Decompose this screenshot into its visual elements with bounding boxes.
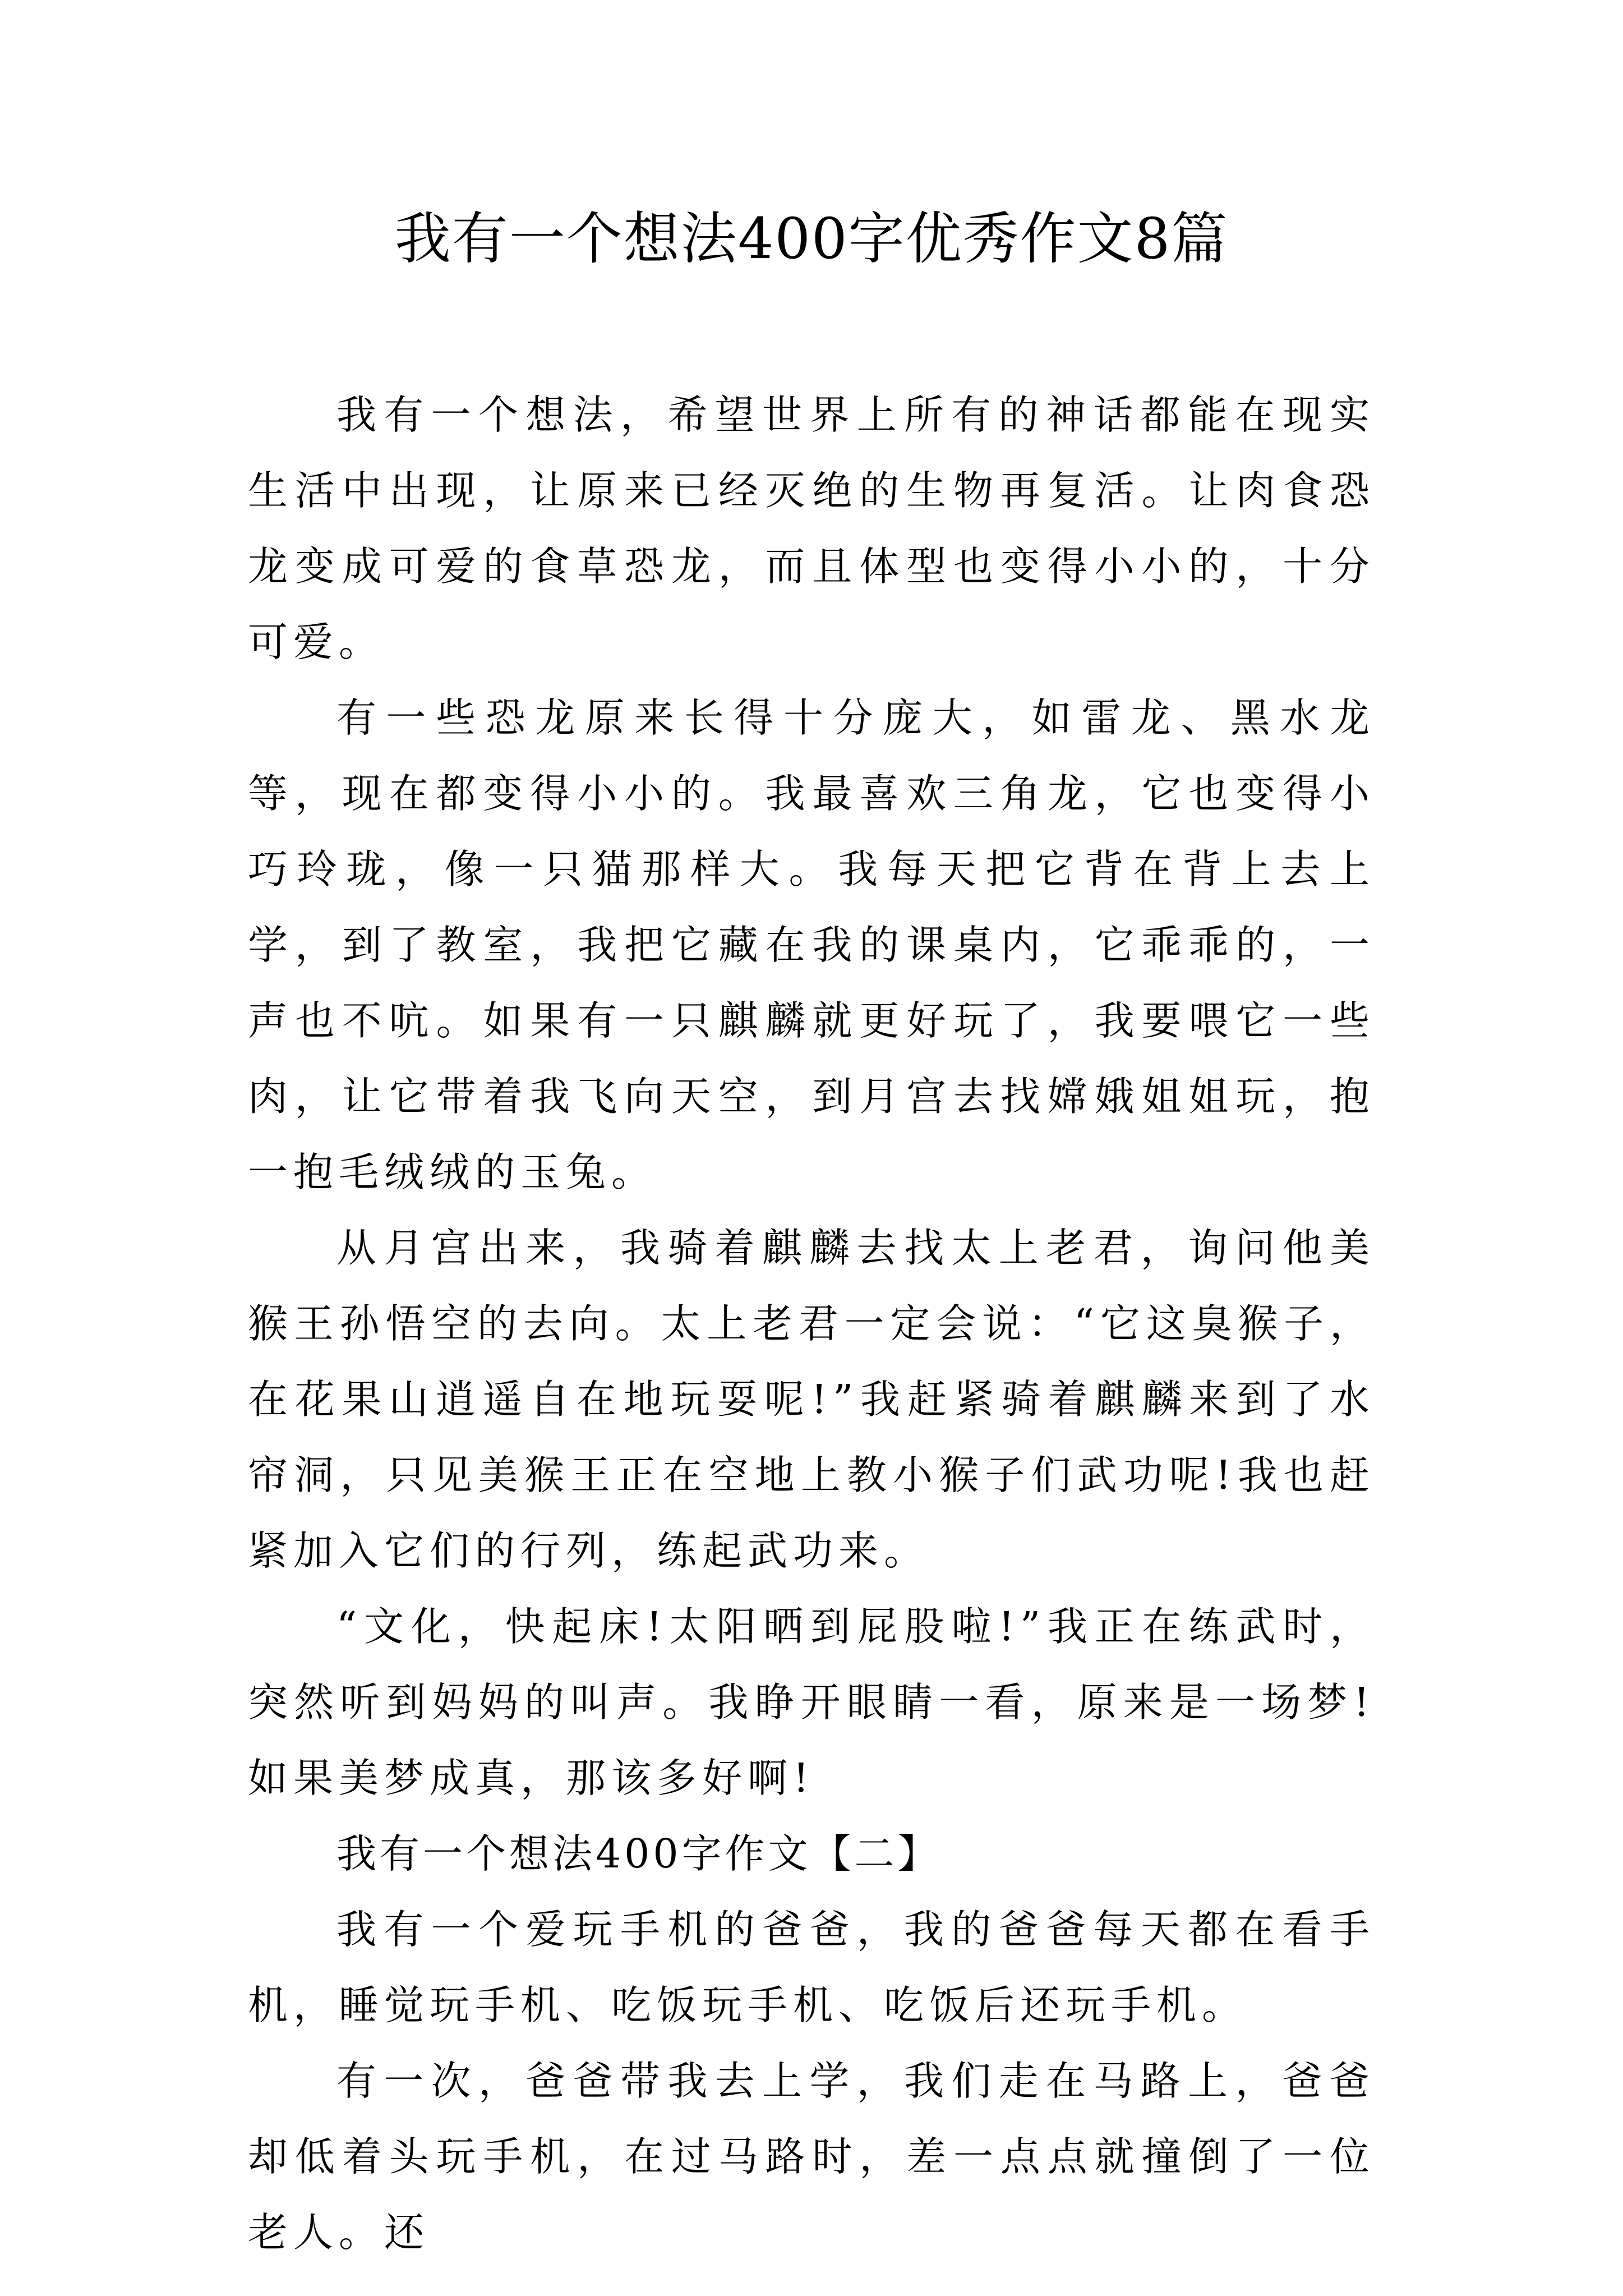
document-title: 我有一个想法400字优秀作文8篇 [394, 206, 1229, 272]
paragraph-3: 从月宫出来，我骑着麒麟去找太上老君，询问他美猴王孙悟空的去向。太上老君一定会说：“它这臭猴子，在花果山逍遥自在地玩耍呢!”我赶紧骑着麒麟来到了水帘洞，只见美猴王正在空地上教小猴子们武功呢!我也赶紧加入它们的行列，练起武功来。 [248, 1225, 1375, 1574]
section-paragraph-2: 有一次，爸爸带我去上学，我们走在马路上，爸爸却低着头玩手机，在过马路时，差一点点就撞倒了一位老人。还 [248, 2058, 1375, 2256]
document-body [248, 377, 1375, 2270]
paragraph-2: 有一些恐龙原来长得十分庞大，如雷龙、黑水龙等，现在都变得小小的。我最喜欢三角龙，它也变得小巧玲珑，像一只猫那样大。我每天把它背在背上去上学，到了教室，我把它藏在我的课桌内，它乖乖的，一声也不吭。如果有一只麒麟就更好玩了，我要喂它一些肉，让它带着我飞向天空，到月宫去找嫦娥姐姐玩，抱一抱毛绒绒的玉兔。 [248, 694, 1375, 1195]
section-heading: 我有一个想法400字作文【二】 [336, 1830, 941, 1877]
paragraph-1: 我有一个想法，希望世界上所有的神话都能在现实生活中出现，让原来已经灭绝的生物再复活。让肉食恐龙变成可爱的食草恐龙，而且体型也变得小小的，十分可爱。 [248, 392, 1375, 665]
section-paragraph-1: 我有一个爱玩手机的爸爸，我的爸爸每天都在看手机，睡觉玩手机、吃饭玩手机、吃饭后还玩手机。 [248, 1906, 1375, 2028]
paragraph-4: “文化，快起床!太阳晒到屁股啦!”我正在练武时，突然听到妈妈的叫声。我睁开眼睛一看，原来是一场梦!如果美梦成真，那该多好啊! [248, 1603, 1375, 1801]
